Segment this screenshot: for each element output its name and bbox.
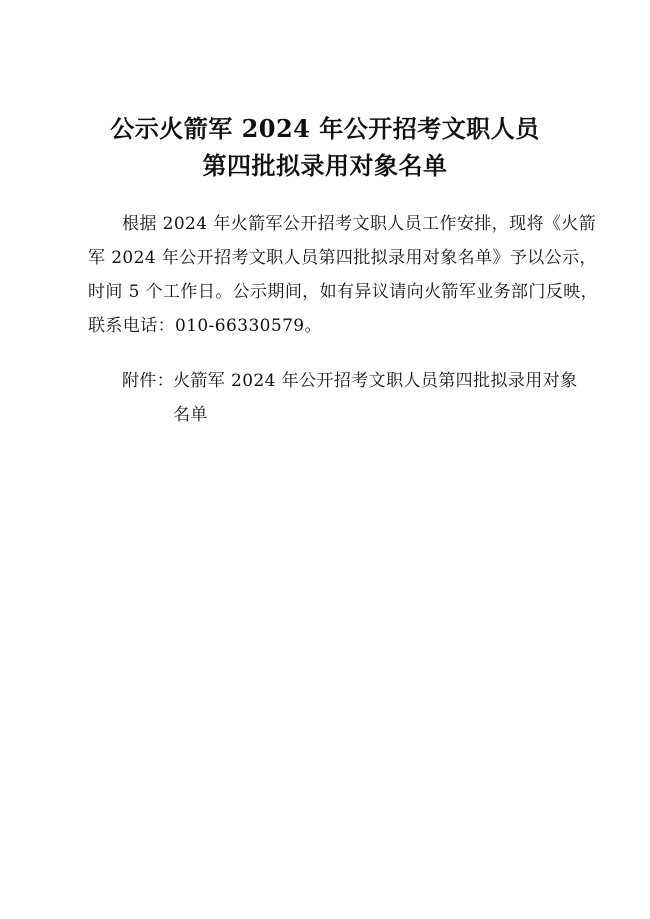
title-line-1: 公示火箭军 2024 年公开招考文职人员: [110, 114, 540, 143]
paragraph-line: 根据 2024 年火箭军公开招考文职人员工作安排，现将《火箭: [122, 214, 597, 234]
notice-paragraph: [88, 207, 599, 343]
attachment-title: [173, 364, 593, 432]
attachment-line: 火箭军 2024 年公开招考文职人员第四批拟录用对象: [173, 371, 578, 391]
paragraph-line: 时间 5 个工作日。公示期间，如有异议请向火箭军业务部门反映，: [88, 282, 599, 302]
title-line-2: 第四批拟录用对象名单: [202, 151, 448, 180]
document-title: [0, 110, 650, 184]
paragraph-line: 军 2024 年公开招考文职人员第四批拟录用对象名单》予以公示，: [88, 248, 597, 268]
attachment-label: 附件：: [122, 371, 175, 391]
paragraph-line: 联系电话：010-66330579。: [88, 316, 322, 336]
attachment-line: 名单: [173, 405, 208, 425]
